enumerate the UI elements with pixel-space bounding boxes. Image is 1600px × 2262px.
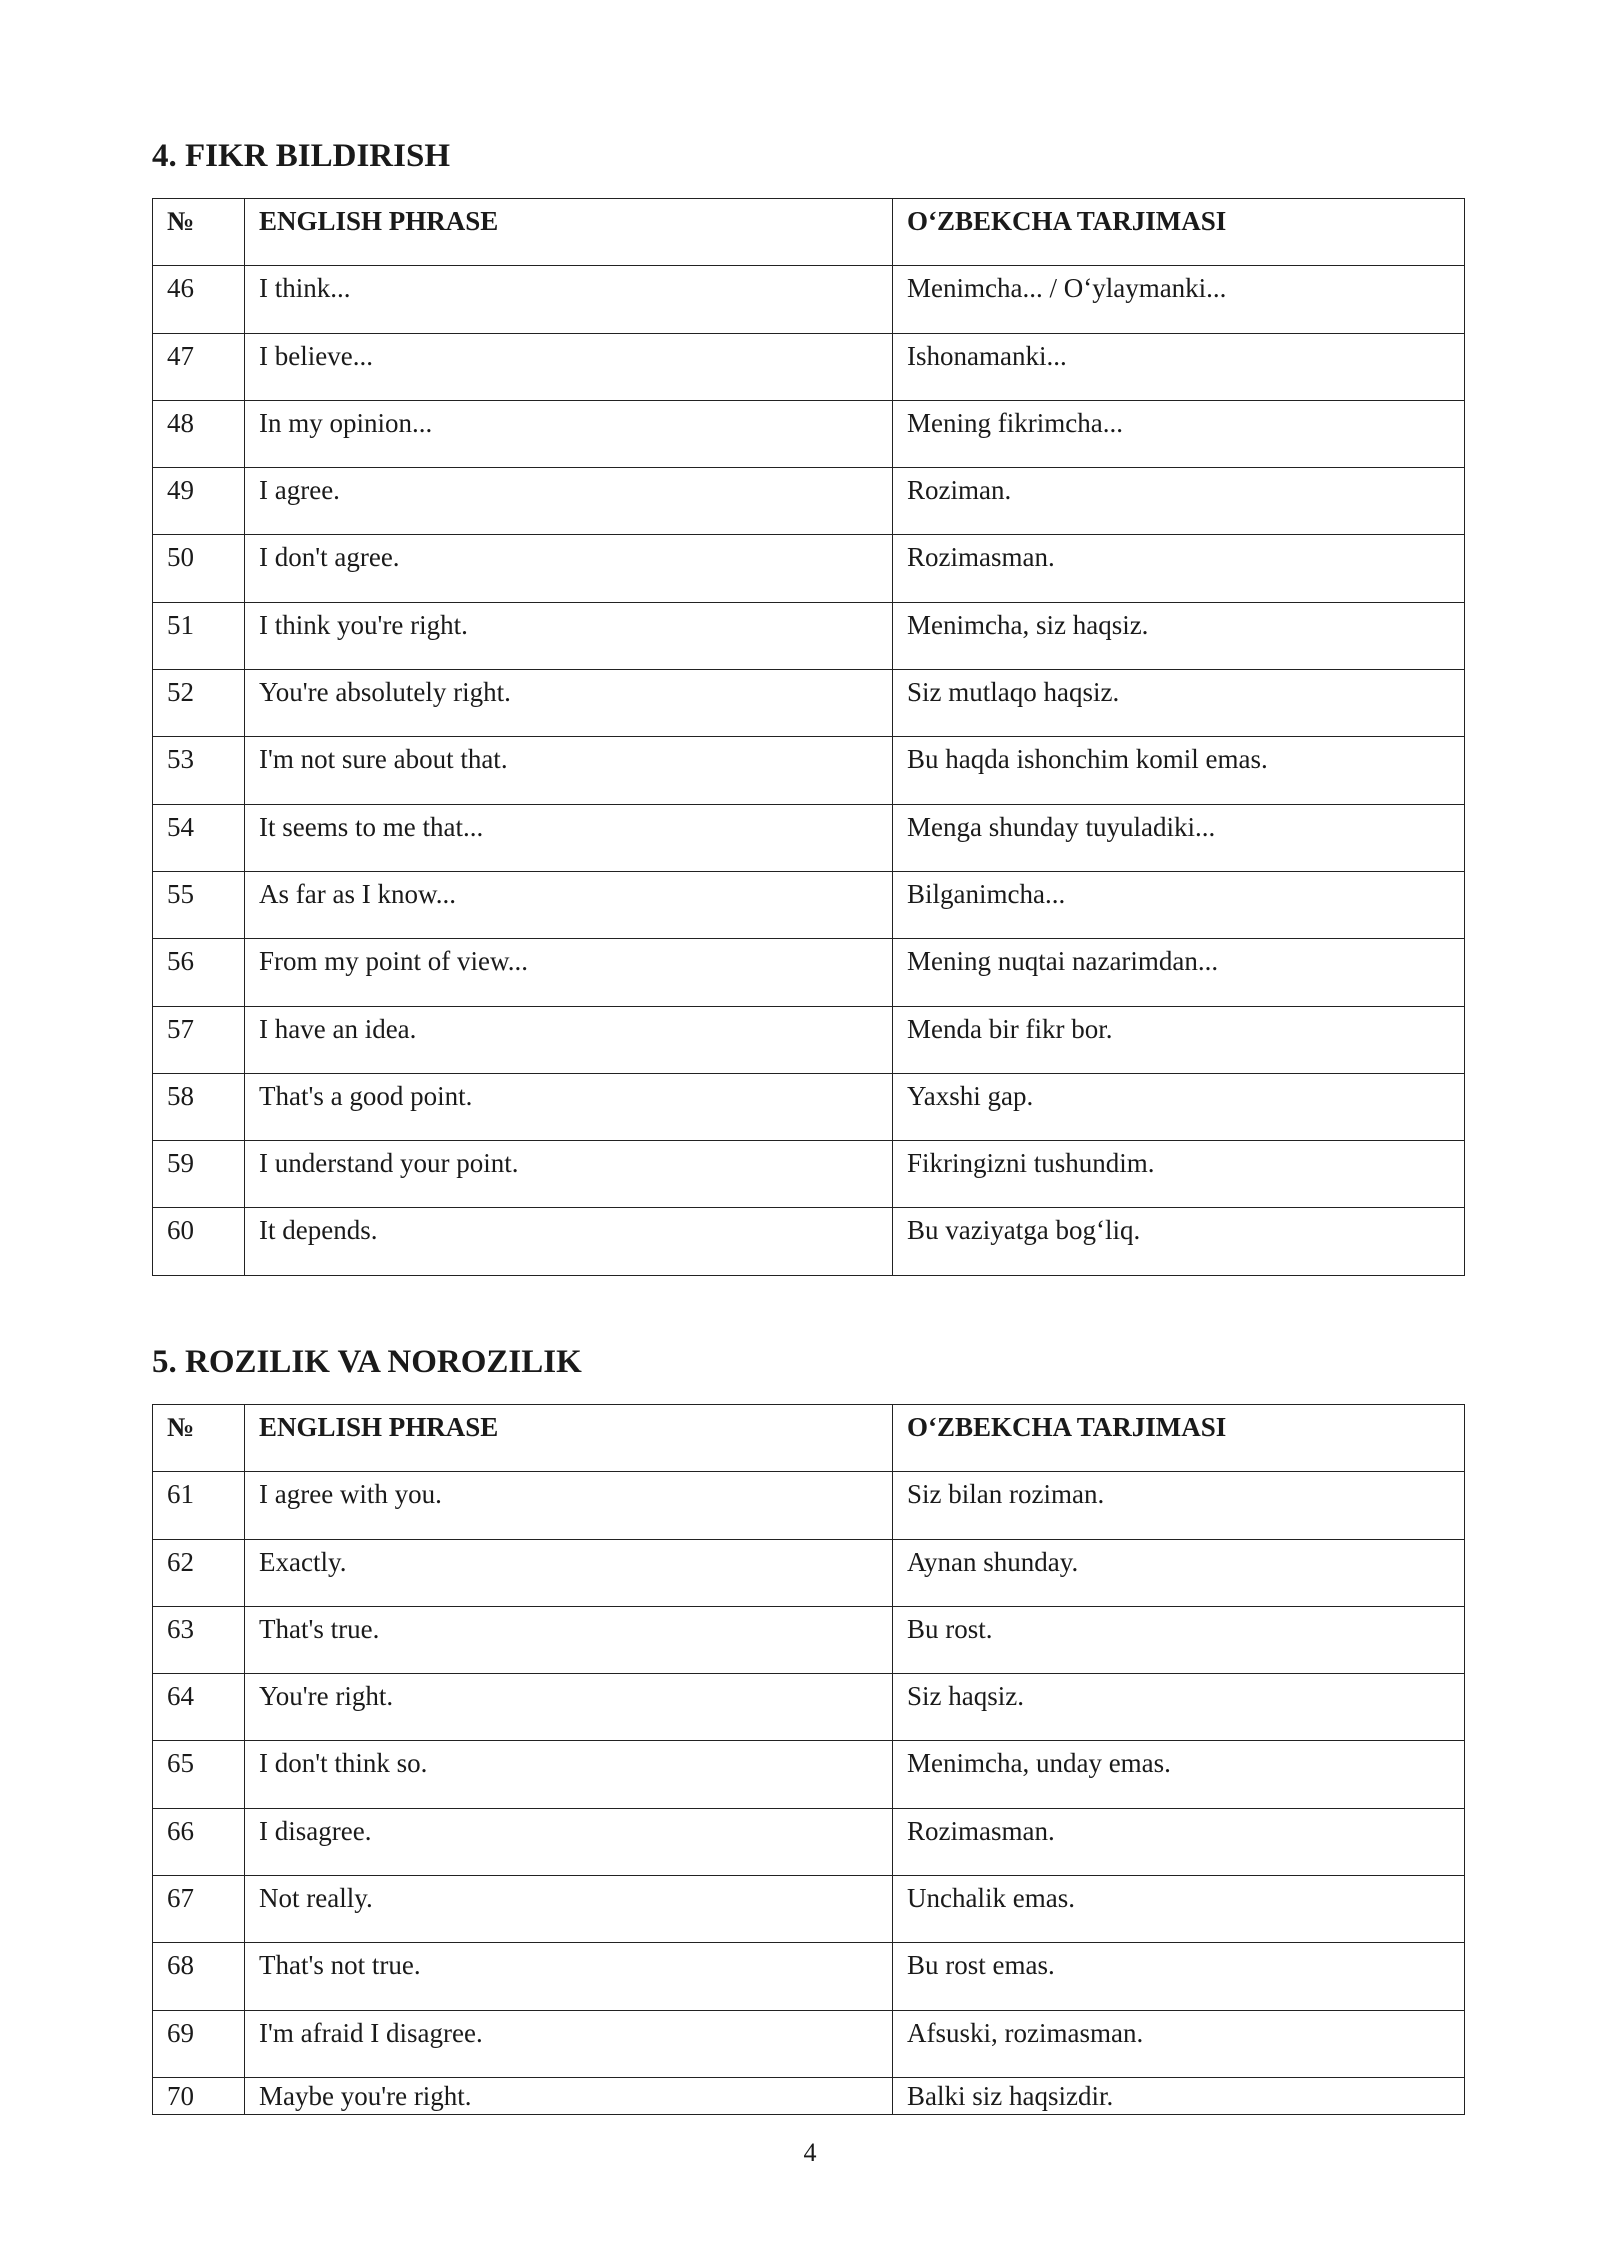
uzbek-translation: Mening fikrimcha... (893, 400, 1465, 467)
row-number: 48 (153, 400, 245, 467)
uzbek-translation: Bu rost. (893, 1606, 1465, 1673)
table-row (153, 1539, 1465, 1606)
uzbek-translation: Rozimasman. (893, 535, 1465, 602)
english-phrase: You're right. (245, 1674, 893, 1741)
row-number: 64 (153, 1674, 245, 1741)
english-phrase: You're absolutely right. (245, 670, 893, 737)
uzbek-translation: Menga shunday tuyuladiki... (893, 804, 1465, 871)
english-phrase: I don't agree. (245, 535, 893, 602)
uzbek-translation: Siz mutlaqo haqsiz. (893, 670, 1465, 737)
row-number: 70 (153, 2077, 245, 2114)
english-phrase: I don't think so. (245, 1741, 893, 1808)
table-row (153, 266, 1465, 333)
section-title: 4. FIKR BILDIRISH (152, 138, 450, 174)
uzbek-translation: Menimcha, unday emas. (893, 1741, 1465, 1808)
row-number: 59 (153, 1141, 245, 1208)
table-row (153, 333, 1465, 400)
table-row (153, 1943, 1465, 2010)
uzbek-translation: Unchalik emas. (893, 1876, 1465, 1943)
uzbek-translation: Menimcha... / O‘ylaymanki... (893, 266, 1465, 333)
row-number: 67 (153, 1876, 245, 1943)
english-phrase: That's a good point. (245, 1073, 893, 1140)
uzbek-translation: Afsuski, rozimasman. (893, 2010, 1465, 2077)
english-phrase: Exactly. (245, 1539, 893, 1606)
uzbek-translation: Menimcha, siz haqsiz. (893, 602, 1465, 669)
header-english: ENGLISH PHRASE (245, 199, 893, 266)
english-phrase: I have an idea. (245, 1006, 893, 1073)
uzbek-translation: Bu vaziyatga bog‘liq. (893, 1208, 1465, 1275)
english-phrase: I'm afraid I disagree. (245, 2010, 893, 2077)
english-phrase: I think you're right. (245, 602, 893, 669)
uzbek-translation: Roziman. (893, 468, 1465, 535)
english-phrase: I agree. (245, 468, 893, 535)
english-phrase: That's true. (245, 1606, 893, 1673)
row-number: 61 (153, 1472, 245, 1539)
row-number: 53 (153, 737, 245, 804)
english-phrase: Maybe you're right. (245, 2077, 893, 2114)
table-row (153, 2077, 1465, 2114)
table-row (153, 1472, 1465, 1539)
table-row (153, 1141, 1465, 1208)
header-english: ENGLISH PHRASE (245, 1405, 893, 1472)
row-number: 68 (153, 1943, 245, 2010)
header-number: № (153, 1405, 245, 1472)
english-phrase: I think... (245, 266, 893, 333)
table-row (153, 1208, 1465, 1275)
uzbek-translation: Siz haqsiz. (893, 1674, 1465, 1741)
english-phrase: It seems to me that... (245, 804, 893, 871)
uzbek-translation: Yaxshi gap. (893, 1073, 1465, 1140)
row-number: 54 (153, 804, 245, 871)
table-row (153, 1674, 1465, 1741)
english-phrase: I agree with you. (245, 1472, 893, 1539)
table-row (153, 1808, 1465, 1875)
uzbek-translation: Bilganimcha... (893, 871, 1465, 938)
uzbek-translation: Ishonamanki... (893, 333, 1465, 400)
uzbek-translation: Bu rost emas. (893, 1943, 1465, 2010)
uzbek-translation: Mening nuqtai nazarimdan... (893, 939, 1465, 1006)
uzbek-translation: Aynan shunday. (893, 1539, 1465, 1606)
uzbek-translation: Menda bir fikr bor. (893, 1006, 1465, 1073)
table-row (153, 1606, 1465, 1673)
table-row (153, 602, 1465, 669)
row-number: 56 (153, 939, 245, 1006)
row-number: 49 (153, 468, 245, 535)
english-phrase: That's not true. (245, 1943, 893, 2010)
table-row (153, 670, 1465, 737)
phrase-table (152, 198, 1465, 1276)
row-number: 58 (153, 1073, 245, 1140)
row-number: 62 (153, 1539, 245, 1606)
table-row (153, 737, 1465, 804)
english-phrase: Not really. (245, 1876, 893, 1943)
uzbek-translation: Bu haqda ishonchim komil emas. (893, 737, 1465, 804)
section-agreement (152, 1342, 1464, 2115)
english-phrase: From my point of view... (245, 939, 893, 1006)
table-header-row (153, 199, 1465, 266)
table-row (153, 468, 1465, 535)
english-phrase: I understand your point. (245, 1141, 893, 1208)
english-phrase: I believe... (245, 333, 893, 400)
page-number: 4 (803, 2138, 817, 2167)
table-row (153, 804, 1465, 871)
english-phrase: I disagree. (245, 1808, 893, 1875)
uzbek-translation: Rozimasman. (893, 1808, 1465, 1875)
english-phrase: In my opinion... (245, 400, 893, 467)
row-number: 65 (153, 1741, 245, 1808)
table-row (153, 1073, 1465, 1140)
table-row (153, 1876, 1465, 1943)
uzbek-translation: Siz bilan roziman. (893, 1472, 1465, 1539)
section-opinions (152, 136, 1464, 1276)
header-uzbek: O‘ZBEKCHA TARJIMASI (893, 199, 1465, 266)
row-number: 63 (153, 1606, 245, 1673)
header-number: № (153, 199, 245, 266)
uzbek-translation: Balki siz haqsizdir. (893, 2077, 1465, 2114)
table-header-row (153, 1405, 1465, 1472)
row-number: 51 (153, 602, 245, 669)
row-number: 57 (153, 1006, 245, 1073)
table-row (153, 1006, 1465, 1073)
english-phrase: It depends. (245, 1208, 893, 1275)
row-number: 46 (153, 266, 245, 333)
row-number: 52 (153, 670, 245, 737)
table-row (153, 2010, 1465, 2077)
table-row (153, 1741, 1465, 1808)
row-number: 69 (153, 2010, 245, 2077)
phrase-table (152, 1404, 1465, 2115)
table-row (153, 535, 1465, 602)
header-uzbek: O‘ZBEKCHA TARJIMASI (893, 1405, 1465, 1472)
table-row (153, 871, 1465, 938)
table-row (153, 939, 1465, 1006)
english-phrase: I'm not sure about that. (245, 737, 893, 804)
row-number: 47 (153, 333, 245, 400)
uzbek-translation: Fikringizni tushundim. (893, 1141, 1465, 1208)
english-phrase: As far as I know... (245, 871, 893, 938)
table-row (153, 400, 1465, 467)
section-title: 5. ROZILIK VA NOROZILIK (152, 1344, 582, 1380)
row-number: 66 (153, 1808, 245, 1875)
row-number: 55 (153, 871, 245, 938)
row-number: 50 (153, 535, 245, 602)
row-number: 60 (153, 1208, 245, 1275)
